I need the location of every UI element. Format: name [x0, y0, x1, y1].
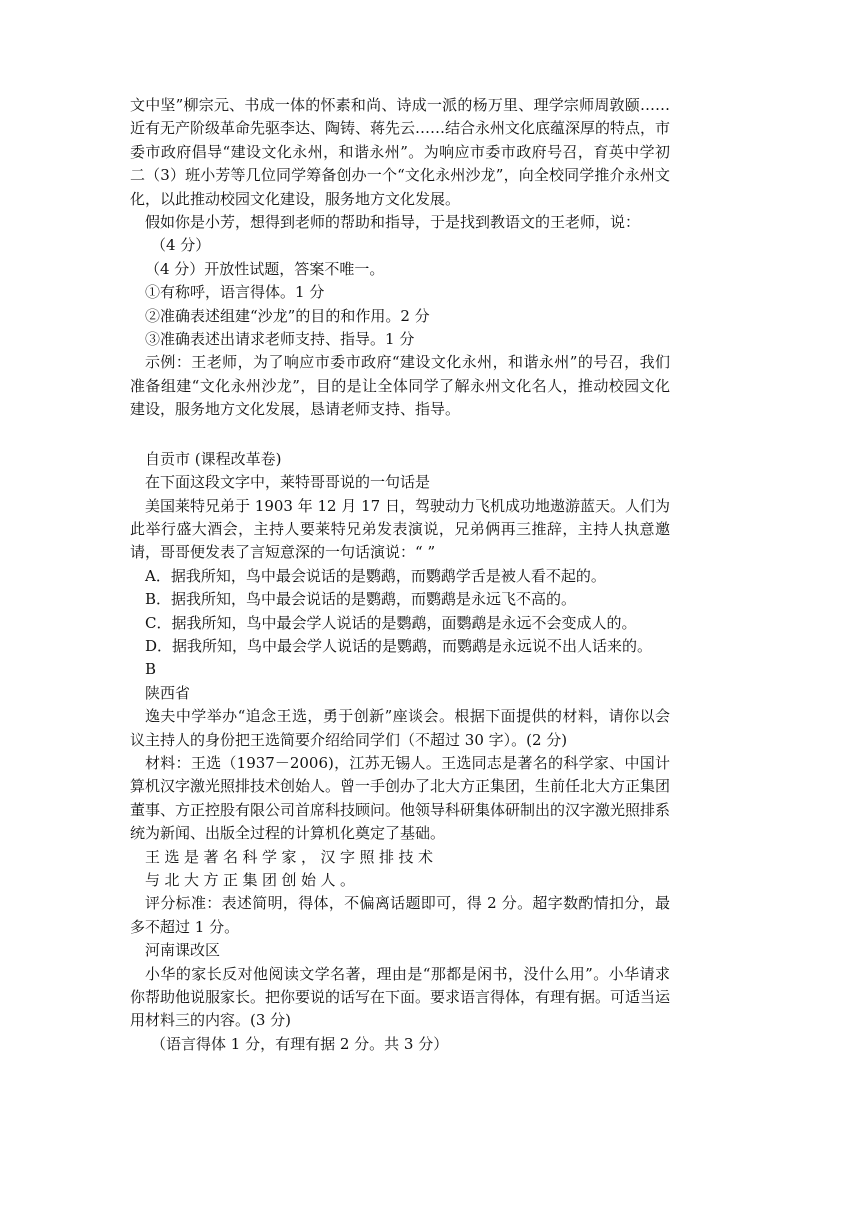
option-c: C．据我所知，鸟中最会学人说话的是鹦鹉，面鹦鹉是永远不会变成人的。 [145, 613, 637, 632]
paragraph-material: 材料：王选（1937－2006)，江苏无锡人。王选同志是著名的科学家、中国计算机汉字激光照排技术创始人。曾一手创办了北大方正集团，生前任北大方正集团董事、方正控股有限公司首席科技顾问。他领导科研集体研制出的汉字激光照排系统为新闻、出版全过程的计算机化奠定了基础。 [130, 753, 671, 843]
paragraph-task-prompt: 假如你是小芳，想得到老师的帮助和指导，于是找到教语文的王老师，说： [145, 213, 641, 232]
answer-key: B [145, 660, 157, 679]
answer-line-2: 与北大方正集团创始人。 [145, 871, 360, 889]
paragraph-wright-story: 美国莱特兄弟于 1903 年 12 月 17 日，驾驶动力飞机成功地遨游蓝天。人们为此举行盛大酒会，主持人要莱特兄弟发表演说，兄弟俩再三推辞，主持人执意邀请，哥哥便发表了言短意深的一句话演说：“ ” [130, 496, 670, 562]
scoring-point-2: ②准确表述组建“沙龙”的目的和作用。2 分 [145, 306, 430, 325]
document-body [130, 94, 670, 1056]
paragraph-scoring-standard: 评分标准：表述简明，得体，不偏离话题即可，得 2 分。超字数酌情扣分，最多不超过 1 分。 [130, 894, 670, 936]
option-b: B．据我所知，鸟中最会说话的是鹦鹉，而鹦鹉是永远飞不高的。 [145, 590, 577, 609]
question-stem-xiaohua: 小华的家长反对他阅读文学名著，理由是“那都是闲书，没什么用”。小华请求你帮助他说服家长。把你要说的话写在下面。要求语言得体，有理有据。可适当运用材料三的内容。(3 分) [130, 964, 671, 1030]
answer-line-1: 王选是著名科学家，汉字照排技术 [145, 847, 438, 866]
paragraph-answer-note: （4 分）开放性试题，答案不唯一。 [145, 259, 385, 278]
paragraph-example-answer: 示例：王老师，为了响应市委市政府“建设文化永州，和谐永州”的号召，我们准备组建“文化永州沙龙”，目的是让全体同学了解永州文化名人，推动校园文化建设，服务地方文化发展，恳请老师支持、指导。 [130, 353, 670, 419]
scoring-point-3: ③准确表述出请求老师支持、指导。1 分 [145, 330, 415, 349]
option-a: A．据我所知，鸟中最会说话的是鹦鹉，而鹦鹉学舌是被人看不起的。 [145, 566, 606, 585]
question-stem-wright: 在下面这段文字中，莱特哥哥说的一句话是 [145, 473, 431, 492]
section-heading-zigong: 自贡市 (课程改革卷) [145, 449, 282, 468]
section-heading-shaanxi: 陕西省 [145, 683, 191, 702]
paragraph-score-note: （语言得体 1 分，有理有据 2 分。共 3 分） [151, 1034, 449, 1053]
section-gap [130, 422, 670, 448]
option-d: D．据我所知，鸟中最会学人说话的是鹦鹉，而鹦鹉是永远说不出人话来的。 [145, 636, 653, 655]
section-heading-henan: 河南课改区 [145, 941, 221, 960]
scoring-point-1: ①有称呼，语言得体。1 分 [145, 283, 325, 302]
question-stem-wangxuan: 逸夫中学举办“追念王选，勇于创新”座谈会。根据下面提供的材料，请你以会议主持人的身份把王选简要介绍给同学们（不超过 30 字）。(2 分) [130, 707, 670, 749]
paragraph-yongzhou-intro: 文中坚”柳宗元、书成一体的怀素和尚、诗成一派的杨万里、理学宗师周敦颐……近有无产阶级革命先驱李达、陶铸、蒋先云……结合永州文化底蕴深厚的特点，市委市政府倡导“建设文化永州，和谐永州”。为响应市委市政府号召，育英中学初二（3）班小芳等几位同学筹备创办一个“文化永州沙龙”，向全校同学推介永州文化，以此推动校园文化建设，服务地方文化发展。 [130, 96, 671, 208]
paragraph-score-4: （4 分） [151, 236, 211, 255]
